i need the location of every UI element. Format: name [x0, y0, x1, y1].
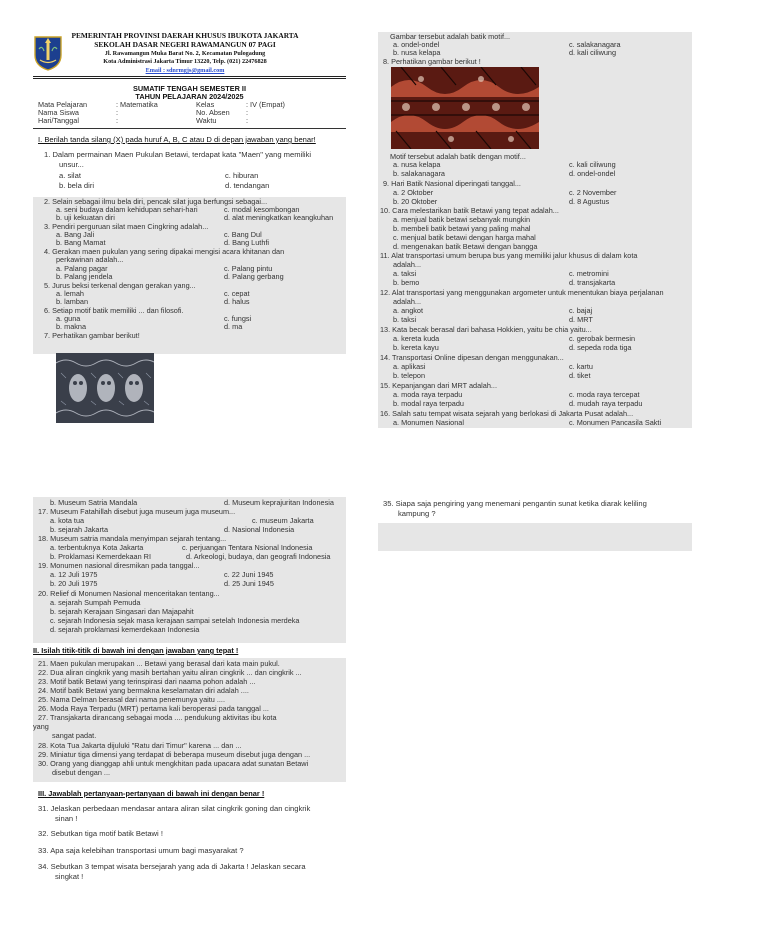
q16-option-b[interactable]: b. Museum Satria Mandala [50, 498, 138, 507]
question-13: 13. Kata becak berasal dari bahasa Hokkien, yaitu be chia yaitu... [380, 325, 592, 334]
q2-option-d[interactable]: d. alat meningkatkan keangkuhan [224, 213, 334, 222]
fill-question-29: 29. Miniatur tiga dimensi yang terdapat di beberapa museum disebut juga dengan ... [38, 750, 311, 759]
q9-option-b[interactable]: b. 20 Oktober [393, 197, 438, 206]
header-line-1: PEMERINTAH PROVINSI DAERAH KHUSUS IBUKOTA JAKARTA [71, 31, 299, 40]
q18-option-a[interactable]: a. terbentuknya Kota Jakarta [50, 543, 144, 552]
q5-option-c[interactable]: c. cepat [224, 289, 250, 298]
fill-question-30-b: disebut dengan ... [52, 768, 111, 777]
fill-question-27-b: yang [33, 722, 49, 731]
q11-option-a[interactable]: a. taksi [393, 269, 417, 278]
q1-option-d[interactable]: d. tendangan [225, 181, 270, 190]
question-6: 6. Setiap motif batik memiliki ... dan filosofi. [44, 306, 184, 315]
label-class: Kelas [196, 100, 215, 109]
q5-option-d[interactable]: d. halus [224, 297, 250, 306]
q4-option-b[interactable]: b. Palang jendela [56, 272, 113, 281]
header-divider [33, 76, 346, 77]
q5-option-b[interactable]: b. lamban [56, 297, 89, 306]
q9-option-c[interactable]: c. 2 November [569, 188, 617, 197]
q16-option-a[interactable]: a. Monumen Nasional [393, 418, 464, 427]
q4-option-d[interactable]: d. Palang gerbang [224, 272, 284, 281]
value-student-name[interactable]: : [116, 108, 119, 117]
question-4: 4. Gerakan maen pukulan yang sering dipakai mengisi acara khitanan dan [44, 247, 285, 256]
q13-option-c[interactable]: c. gerobak bermesin [569, 334, 636, 343]
fill-question-23: 23. Motif batik Betawi yang terinspirasi dari naama pohon adalah ... [38, 677, 256, 686]
q6-option-a[interactable]: a. guna [56, 314, 81, 323]
fill-question-27-c: sangat padat. [52, 731, 97, 740]
q9-option-a[interactable]: a. 2 Oktober [393, 188, 434, 197]
q5-option-a[interactable]: a. lemah [56, 289, 84, 298]
fill-question-28: 28. Kota Tua Jakarta dijuluki "Ratu dari Timur" karena ... dan ... [38, 741, 242, 750]
q19-option-a[interactable]: a. 12 Juli 1975 [50, 570, 98, 579]
q14-option-c[interactable]: c. kartu [569, 362, 593, 371]
q1-option-b[interactable]: b. bela diri [59, 181, 95, 190]
header-line-4: Kota Administrasi Jakarta Timur 13220, Telp. (021) 22476828 [103, 58, 267, 65]
value-absen[interactable]: : [246, 108, 249, 117]
section-3-title: III. Jawablah pertanyaan-pertanyaan di bawah ini dengan benar ! [38, 789, 265, 798]
fill-question-25: 25. Nama Delman berasal dari nama penemunya yaitu .... [38, 695, 225, 704]
question-12: 12. Alat transportasi yang menggunakan argometer untuk menentukan biaya perjalanan [380, 288, 664, 297]
label-student-name: Nama Siswa [38, 108, 79, 117]
value-subject: : Matematika [116, 100, 158, 109]
question-11: 11. Alat transportasi umum berupa bus yang memiliki jalur khusus di dalam kota [380, 251, 638, 260]
q13-option-d[interactable]: d. sepeda roda tiga [569, 343, 632, 352]
q12-option-a[interactable]: a. angkot [393, 306, 424, 315]
q8-option-a[interactable]: a. nusa kelapa [393, 160, 441, 169]
q7-option-d[interactable]: d. kali ciliwung [569, 48, 617, 57]
q14-option-d[interactable]: d. tiket [569, 371, 591, 380]
section-2-title: II. Isilah titik-titik di bawah ini dengan jawaban yang tepat ! [33, 646, 239, 655]
question-18: 18. Museum satria mandala menyimpan sejarah tentang... [38, 534, 227, 543]
header-line-3: Jl. Rawamangun Muka Barat No. 2, Kecamatan Pulogadung [104, 50, 266, 57]
section-1-title-text: I. Berilah tanda silang (X) pada huruf A, B, C atau D di depan jawaban yang benar! [38, 135, 316, 144]
q13-option-a[interactable]: a. kereta kuda [393, 334, 440, 343]
question-14: 14. Transportasi Online dipesan dengan menggunakan... [380, 353, 564, 362]
q20-option-c[interactable]: c. sejarah Indonesia sejak masa kerajaan sampai setelah Indonesia merdeka [50, 616, 300, 625]
q7-option-a[interactable]: a. ondel-ondel [393, 40, 440, 49]
batik-ondel-ondel-image [56, 353, 154, 423]
question-10: 10. Cara melestarikan batik Betawi yang tepat adalah... [380, 206, 559, 215]
exam-year: TAHUN PELAJARAN 2024/2025 [135, 92, 244, 101]
question-1-cont: unsur... [59, 160, 84, 169]
q1-option-c[interactable]: c. hiburan [225, 171, 259, 180]
exam-title: SUMATIF TENGAH SEMESTER II [133, 84, 246, 93]
q10-option-a[interactable]: a. menjual batik betawi sebanyak mungkin [393, 215, 531, 224]
q15-option-a[interactable]: a. moda raya terpadu [393, 390, 463, 399]
question-8: 8. Perhatikan gambar berikut ! [383, 57, 481, 66]
fill-question-26: 26. Moda Raya Terpadu (MRT) pertama kali beroperasi pada tanggal ... [38, 704, 269, 713]
q18-option-d[interactable]: d. Arkeologi, budaya, dan geografi Indonesia [186, 552, 331, 561]
essay-question-32: 32. Sebutkan tiga motif batik Betawi ! [38, 829, 163, 838]
q17-option-b[interactable]: b. sejarah Jakarta [50, 525, 109, 534]
question-17: 17. Museum Fatahillah disebut juga museum juga museum... [38, 507, 236, 516]
q8-option-d[interactable]: d. ondel-ondel [569, 169, 616, 178]
q3-option-a[interactable]: a. Bang Jali [56, 230, 95, 239]
q2-option-c[interactable]: c. modal kesombongan [224, 205, 300, 214]
q10-option-d[interactable]: d. mengenakan batik Betawi dengan bangga [393, 242, 538, 251]
answer-area-35[interactable] [378, 523, 692, 551]
question-16: 16. Salah satu tempat wisata sejarah yang berlokasi di Jakarta Pusat adalah... [380, 409, 634, 418]
q7-option-b[interactable]: b. nusa kelapa [393, 48, 441, 57]
essay-question-33: 33. Apa saja kelebihan transportasi umum bagi masyarakat ? [38, 846, 244, 855]
fill-question-27: 27. Transjakarta dirancang sebagai moda .... pendukung aktivitas ibu kota [38, 713, 277, 722]
fill-question-21: 21. Maen pukulan merupakan ... Betawi yang berasal dari kata main pukul. [38, 659, 280, 668]
q13-option-b[interactable]: b. kereta kayu [393, 343, 439, 352]
header-divider-2 [33, 78, 346, 79]
q6-option-b[interactable]: b. makna [56, 322, 87, 331]
section-1-title [38, 136, 316, 144]
q15-option-b[interactable]: b. modal raya terpadu [393, 399, 464, 408]
q12-option-c[interactable]: c. bajaj [569, 306, 593, 315]
q11-option-d[interactable]: d. transjakarta [569, 278, 616, 287]
question-4-cont: perkawinan adalah... [56, 255, 124, 264]
q20-option-d[interactable]: d. sejarah proklamasi kemerdekaan Indonesia [50, 625, 200, 634]
q9-option-d[interactable]: d. 8 Agustus [569, 197, 610, 206]
q3-option-b[interactable]: b. Bang Mamat [56, 238, 106, 247]
question-8-cont: Motif tersebut adalah batik dengan motif... [390, 152, 526, 161]
question-1: 1. Dalam permainan Maen Pukulan Betawi, terdapat kata "Maen" yang memiliki [44, 150, 312, 159]
essay-question-31: 31. Jelaskan perbedaan mendasar antara aliran silat cingkrik goning dan cingkrik [38, 804, 311, 813]
q8-option-b[interactable]: b. salakanagara [393, 169, 445, 178]
question-3: 3. Pendiri perguruan silat maen Cingkring adalah... [44, 222, 209, 231]
label-subject: Mata Pelajaran [38, 100, 88, 109]
fill-question-22: 22. Dua aliran cingkrik yang masih bertahan yaitu aliran cingkrik ... dan cingkrik ... [38, 668, 302, 677]
q10-option-b[interactable]: b. membeli batik betawi yang paling mahal [393, 224, 531, 233]
question-5: 5. Jurus beksi terkenal dengan gerakan yang... [44, 281, 196, 290]
q17-option-c[interactable]: c. museum Jakarta [252, 516, 314, 525]
essay-question-35-cont: kampung ? [398, 509, 436, 518]
fill-question-24: 24. Motif batik Betawi yang bermakna keselamatan diri adalah .... [38, 686, 249, 695]
question-7: 7. Perhatikan gambar berikut! [44, 331, 140, 340]
essay-question-35: 35. Siapa saja pengiring yang menemani pengantin sunat ketika diarak keliling [383, 499, 647, 508]
q3-option-c[interactable]: c. Bang Dul [224, 230, 262, 239]
question-20: 20. Relief di Monumen Nasional menceritakan tentang... [38, 589, 220, 598]
q2-option-b[interactable]: b. uji kekuatan diri [56, 213, 115, 222]
fill-question-30: 30. Orang yang dianggap ahli untuk mengkhitan pada upacara adat sunatan Betawi [38, 759, 309, 768]
q8-option-c[interactable]: c. kali ciliwung [569, 160, 616, 169]
q19-option-c[interactable]: c. 22 Juni 1945 [224, 570, 274, 579]
essay-question-34-cont: singkat ! [55, 872, 84, 881]
q14-option-a[interactable]: a. aplikasi [393, 362, 426, 371]
q17-option-d[interactable]: d. Nasional Indonesia [224, 525, 295, 534]
q1-option-a[interactable]: a. silat [59, 171, 81, 180]
q2-option-a[interactable]: a. seni budaya dalam kehidupan sehari-hari [56, 205, 198, 214]
value-class: : IV (Empat) [246, 100, 285, 109]
essay-question-31-cont: sinan ! [55, 814, 78, 823]
q20-option-a[interactable]: a. sejarah Sumpah Pemuda [50, 598, 141, 607]
value-time[interactable]: : [246, 116, 249, 125]
batik-salakanagara-image [391, 67, 539, 149]
q18-option-b[interactable]: b. Proklamasi Kemerdekaan RI [50, 552, 151, 561]
info-divider [33, 128, 346, 129]
question-7-cont: Gambar tersebut adalah batik motif... [390, 32, 511, 41]
q6-option-d[interactable]: d. ma [224, 322, 243, 331]
q16-option-c[interactable]: c. Monumen Pancasila Sakti [569, 418, 662, 427]
q15-option-c[interactable]: c. moda raya tercepat [569, 390, 640, 399]
q16-option-d[interactable]: d. Museum keprajuritan Indonesia [224, 498, 334, 507]
question-2: 2. Selain sebagai ilmu bela diri, pencak silat juga berfungsi sebagai... [44, 197, 268, 206]
label-time: Waktu [196, 116, 217, 125]
q20-option-b[interactable]: b. sejarah Kerajaan Singasari dan Majapahit [50, 607, 194, 616]
question-11-cont: adalah... [393, 260, 421, 269]
q4-option-a[interactable]: a. Palang pagar [56, 264, 108, 273]
q6-option-c[interactable]: c. fungsi [224, 314, 252, 323]
header-email[interactable]: Email : sdnrmgjs@gmail.com [145, 67, 225, 74]
value-date[interactable]: : [116, 116, 119, 125]
q7-option-c[interactable]: c. salakanagara [569, 40, 621, 49]
q10-option-c[interactable]: c. menjual batik betawi dengan harga mahal [393, 233, 536, 242]
q4-option-c[interactable]: c. Palang pintu [224, 264, 273, 273]
label-absen: No. Absen [196, 108, 230, 117]
question-15: 15. Kepanjangan dari MRT adalah... [380, 381, 497, 390]
q19-option-d[interactable]: d. 25 Juni 1945 [224, 579, 274, 588]
question-19: 19. Monumen nasional diresmikan pada tanggal... [38, 561, 200, 570]
header-line-2: SEKOLAH DASAR NEGERI RAWAMANGUN 07 PAGI [94, 40, 276, 49]
q12-option-d[interactable]: d. MRT [569, 315, 593, 324]
q14-option-b[interactable]: b. telepon [393, 371, 426, 380]
q3-option-d[interactable]: d. Bang Luthfi [224, 238, 270, 247]
q15-option-d[interactable]: d. mudah raya terpadu [569, 399, 643, 408]
essay-question-34: 34. Sebutkan 3 tempat wisata bersejarah yang ada di Jakarta ! Jelaskan secara [38, 862, 306, 871]
q19-option-b[interactable]: b. 20 Juli 1975 [50, 579, 98, 588]
q18-option-c[interactable]: c. perjuangan Tentara Nsional Indonesia [182, 543, 313, 552]
q17-option-a[interactable]: a. kota tua [50, 516, 85, 525]
q11-option-c[interactable]: c. metromini [569, 269, 609, 278]
q11-option-b[interactable]: b. bemo [393, 278, 420, 287]
question-9: 9. Hari Batik Nasional diperingati tanggal... [383, 179, 521, 188]
question-12-cont: adalah... [393, 297, 421, 306]
label-date: Hari/Tanggal [38, 116, 79, 125]
q12-option-b[interactable]: b. taksi [393, 315, 417, 324]
